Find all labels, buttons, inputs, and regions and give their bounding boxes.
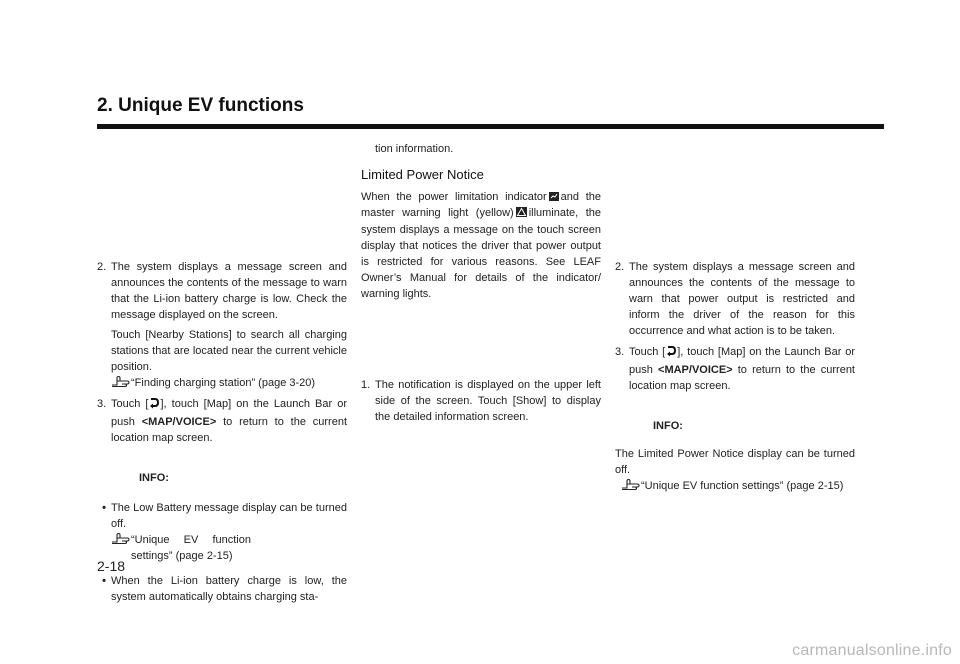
info-heading: INFO:: [653, 420, 683, 432]
step-number: 2.: [615, 261, 625, 273]
step-number: 2.: [97, 261, 107, 273]
bullet-mark: •: [102, 502, 106, 514]
reference-link[interactable]: [111, 375, 347, 391]
reference-text: “Finding charging station” (page 3-20): [131, 377, 316, 389]
step-number: 3.: [97, 398, 107, 410]
text-fragment: ], touch [Map] on the Launch Bar or push: [111, 398, 347, 428]
bullet-text: The Low Battery message display can be turned off.: [111, 502, 347, 530]
step-text: [111, 396, 347, 446]
step-1-notification: [361, 377, 601, 425]
header-rule: [97, 124, 884, 129]
step-number: 1.: [361, 379, 371, 391]
subsection-heading: Limited Power Notice: [361, 167, 484, 182]
column-right: [615, 259, 855, 494]
step-2-low-battery: [97, 259, 347, 391]
step-text: The system displays a message screen and announces the contents of the message to warn that power output is restricted and inform the driver of the reason for this occurrence and what action is to be taken.: [629, 261, 855, 337]
text-fragment: illuminate, the system displays a message on the touch screen display that notices the driver that power output is restricted for various reasons. See LEAF Owner’s Manual for details of the indicator/ warning lights.: [361, 207, 601, 300]
column-left: [97, 259, 347, 605]
pointing-hand-reference-icon: [111, 375, 131, 389]
text-fragment: ], touch [Map] on the Launch Bar or push: [629, 346, 855, 376]
map-voice-key: <MAP/VOICE>: [141, 416, 217, 428]
pointing-hand-reference-icon: [621, 478, 641, 492]
reference-text: “Unique EV function settings” (page 2-15): [641, 480, 844, 492]
reference-text: “Unique EV function settings” (page 2-15): [131, 534, 251, 562]
continuation-text: tion information.: [375, 143, 454, 155]
step-3-return: [615, 344, 855, 394]
back-arrow-icon: [666, 345, 676, 362]
text-fragment: and the master warning light (yellow): [361, 191, 601, 219]
step-text: The system displays a message screen and announces the contents of the message to warn that the Li-ion battery charge is low. Check the message displayed on the screen.: [111, 261, 347, 321]
bullet-mark: •: [102, 575, 106, 587]
page-number: 2-18: [97, 558, 126, 574]
info-heading: INFO:: [139, 472, 169, 484]
master-warning-triangle-icon: [516, 206, 527, 222]
reference-link[interactable]: [111, 532, 347, 564]
step-text: [629, 344, 855, 394]
step-3-return: [97, 396, 347, 446]
text-fragment: When the power limitation indicator: [361, 191, 547, 203]
info-text: The Limited Power Notice display can be turned off.: [615, 448, 855, 476]
text-fragment: Touch [: [629, 346, 666, 358]
text-fragment: Touch [: [111, 398, 149, 410]
info-bullet: [97, 500, 347, 564]
power-limitation-indicator-icon: [549, 192, 559, 201]
map-voice-key: <MAP/VOICE>: [658, 364, 733, 376]
step-number: 3.: [615, 346, 625, 358]
back-arrow-icon: [149, 397, 159, 414]
reference-link[interactable]: [615, 478, 855, 494]
limited-power-paragraph: [361, 189, 601, 302]
watermark: carmanualsonline.info: [792, 642, 952, 659]
bullet-text: When the Li-ion battery charge is low, the system automatically obtains charging sta-: [111, 575, 347, 603]
touch-instruction: Touch [Nearby Stations] to search all charging stations that are located near the current vehicle position.: [111, 329, 347, 373]
step-text: The notification is displayed on the upper left side of the screen. Touch [Show] to display the detailed information screen.: [375, 379, 601, 423]
text-fragment: to return to the current location map screen.: [629, 364, 855, 392]
info-bullet: [97, 573, 347, 605]
pointing-hand-reference-icon: [111, 532, 131, 546]
step-2-power-restricted: [615, 259, 855, 339]
text-fragment: to return to the current location map screen.: [111, 416, 347, 444]
column-middle: [361, 141, 601, 423]
section-title: 2. Unique EV functions: [97, 95, 304, 116]
